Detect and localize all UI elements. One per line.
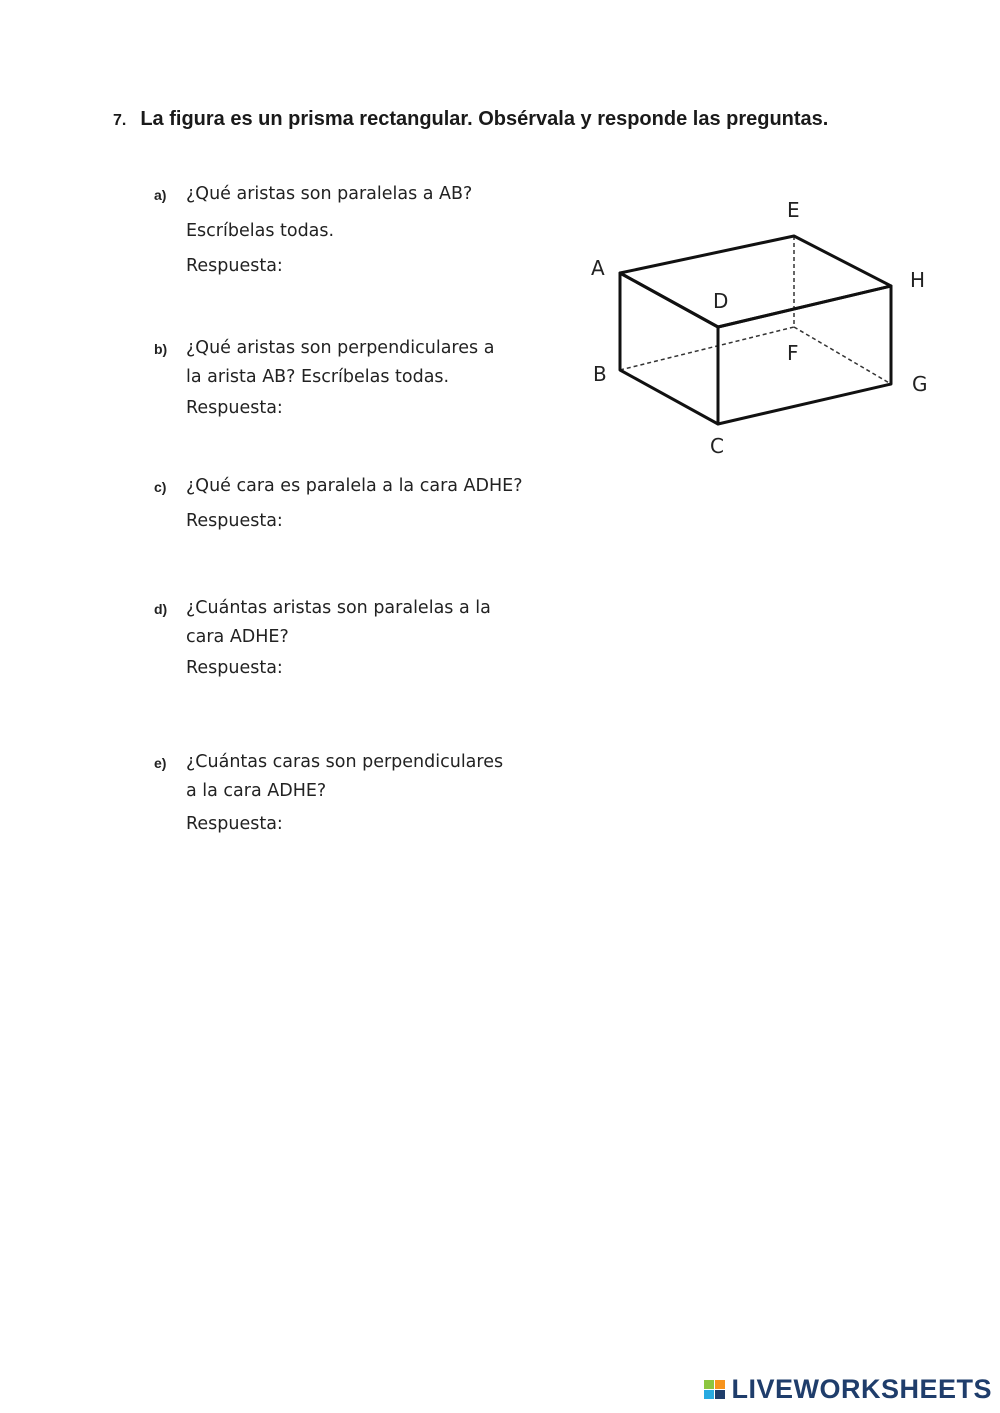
- vertex-label-C: C: [710, 434, 724, 458]
- face-ADHE: [620, 236, 891, 327]
- brand-name: LIVEWORKSHEETS: [731, 1374, 992, 1404]
- question-label: b): [154, 341, 168, 357]
- answer-label: Respuesta:: [186, 256, 283, 276]
- visible-edges: [620, 236, 891, 424]
- vertex-label-G: G: [912, 372, 928, 396]
- face-ABCD: [620, 273, 718, 424]
- question-label: c): [154, 479, 167, 495]
- rectangular-prism-figure: [580, 190, 940, 470]
- edge-FG: [794, 327, 891, 384]
- vertex-label-B: B: [593, 362, 607, 386]
- exercise-number: 7.: [113, 112, 127, 129]
- question-label: d): [154, 601, 168, 617]
- vertex-label-H: H: [910, 268, 926, 292]
- answer-label: Respuesta:: [186, 814, 283, 834]
- question-text-line: ¿Qué cara es paralela a la cara ADHE?: [186, 476, 523, 496]
- question-label: e): [154, 755, 167, 771]
- face-DCGH: [718, 286, 891, 424]
- hidden-edges: [620, 236, 891, 384]
- question-text-line: ¿Cuántas aristas son paralelas a la: [186, 598, 491, 618]
- question-text-line: ¿Qué aristas son perpendiculares a: [186, 338, 495, 358]
- liveworksheets-icon: [704, 1380, 725, 1399]
- answer-label: Respuesta:: [186, 511, 283, 531]
- question-c: [154, 472, 523, 536]
- answer-label: Respuesta:: [186, 398, 283, 418]
- liveworksheets-logo[interactable]: [704, 1374, 992, 1405]
- question-e: [154, 748, 504, 839]
- answer-label: Respuesta:: [186, 658, 283, 678]
- question-text-line: la arista AB? Escríbelas todas.: [186, 367, 450, 387]
- vertex-label-D: D: [713, 289, 729, 313]
- vertex-label-E: E: [787, 198, 800, 222]
- vertex-label-A: A: [591, 256, 605, 280]
- question-text-line: ¿Cuántas caras son perpendiculares: [186, 752, 504, 772]
- question-text-line: Escríbelas todas.: [186, 221, 335, 241]
- exercise-instruction: La figura es un prisma rectangular. Obsérvala y responde las preguntas.: [140, 108, 829, 130]
- edge-BF: [620, 327, 794, 370]
- exercise-heading: [113, 108, 828, 131]
- question-text-line: ¿Qué aristas son paralelas a AB?: [186, 184, 473, 204]
- question-b: [154, 334, 495, 423]
- question-text-line: cara ADHE?: [186, 627, 289, 647]
- question-a: [154, 180, 473, 281]
- vertex-label-F: F: [787, 341, 799, 365]
- question-text-line: a la cara ADHE?: [186, 781, 327, 801]
- question-d: [154, 594, 491, 683]
- question-label: a): [154, 187, 167, 203]
